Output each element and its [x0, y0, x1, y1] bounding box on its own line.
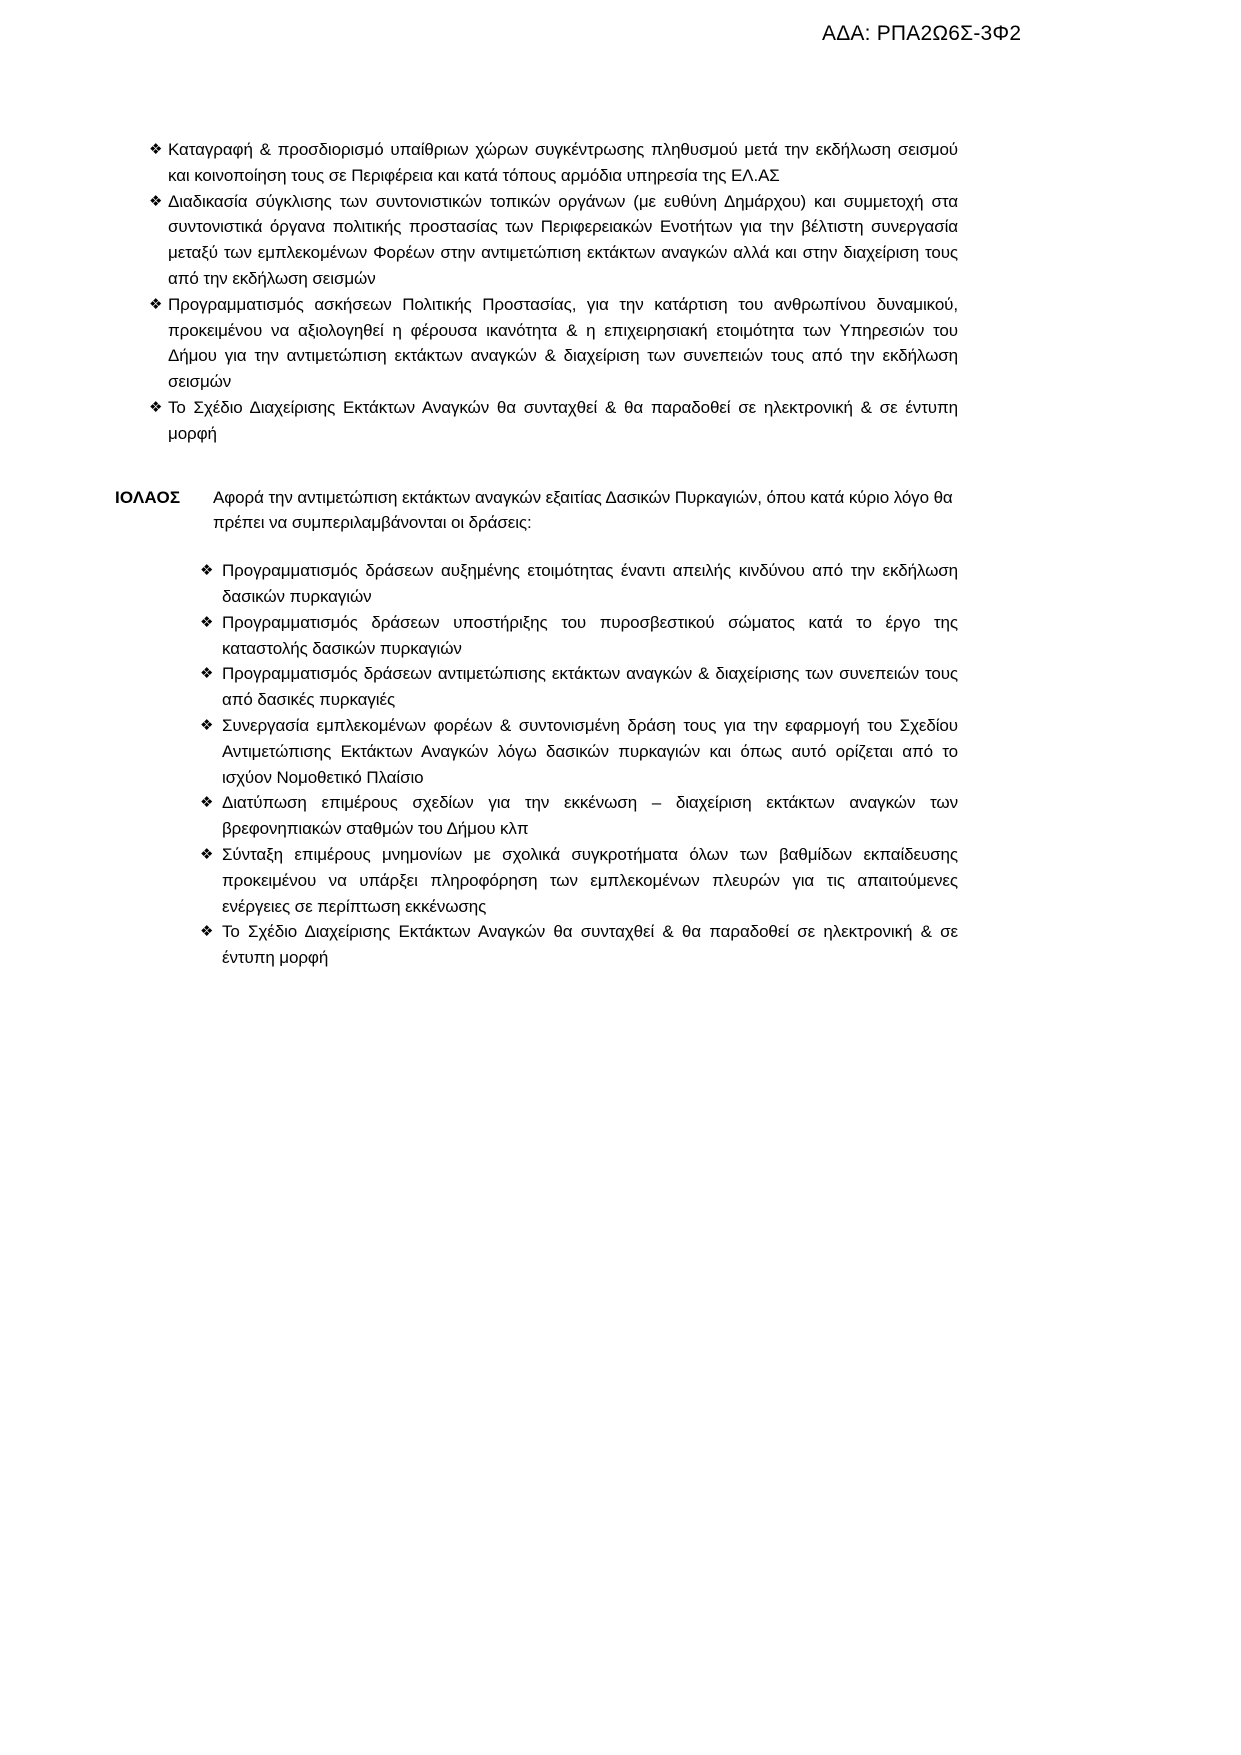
list-item-text: Συνεργασία εμπλεκομένων φορέων & συντονισμένη δράση τους για την εφαρμογή του Σχεδίου Αντιμετώπισης Εκτάκτων Αναγκών λόγω δασικών πυρκαγιών και όπως αυτό ορίζεται από το ισχύον Νομοθετικό Πλαίσιο [222, 715, 958, 787]
list-item [115, 842, 958, 919]
list-item [115, 661, 958, 713]
list-item-text: Προγραμματισμός ασκήσεων Πολιτικής Προστασίας, για την κατάρτιση του ανθρωπίνου δυναμικού, προκειμένου να αξιολογηθεί η φέρουσα ικανότητα & η επιχειρησιακή ετοιμότητα των Υπηρεσιών του Δήμου για την αντιμετώπιση εκτάκτων αναγκών & διαχείριση των συνεπειών τους από την εκδήλωση σεισμών [168, 294, 958, 392]
list-item [115, 189, 958, 292]
document-content [115, 137, 958, 971]
bullet-icon: ❖ [200, 845, 214, 863]
list-item [115, 713, 958, 790]
list-item [115, 610, 958, 662]
list-item [115, 292, 958, 395]
ada-code: ΑΔΑ: ΡΠΑ2Ω6Σ-3Φ2 [822, 22, 1022, 45]
bullet-icon: ❖ [200, 923, 214, 941]
list-item [115, 137, 958, 189]
list-item-text: Προγραμματισμός δράσεων αντιμετώπισης εκτάκτων αναγκών & διαχείρισης των συνεπειών τους από δασικές πυρκαγιές [222, 664, 958, 710]
list-item-text: Το Σχέδιο Διαχείρισης Εκτάκτων Αναγκών θα συνταχθεί & θα παραδοθεί σε ηλεκτρονική & σε έντυπη μορφή [222, 922, 958, 968]
iolaos-list [115, 558, 958, 971]
list-item-text: Προγραμματισμός δράσεων υποστήριξης του πυροσβεστικού σώματος κατά το έργο της καταστολής δασικών πυρκαγιών [222, 612, 958, 658]
list-item [115, 919, 958, 971]
list-item [115, 395, 958, 447]
list-item [115, 790, 958, 842]
iolaos-intro-text: Αφορά την αντιμετώπιση εκτάκτων αναγκών εξαιτίας Δασικών Πυρκαγιών, όπου κατά κύριο λόγο θα πρέπει να συμπεριλαμβάνονται οι δράσεις: [213, 487, 953, 533]
list-item-text: Διαδικασία σύγκλισης των συντονιστικών τοπικών οργάνων (με ευθύνη Δημάρχου) και συμμετοχή στα συντονιστικά όργανα πολιτικής προστασίας των Περιφερειακών Ενοτήτων για την βέλτιστη συνεργασία μεταξύ των εμπλεκομένων Φορέων στην αντιμετώπιση εκτάκτων αναγκών αλλά και στην διαχείριση τους από την εκδήλωση σεισμών [168, 191, 958, 288]
bullet-icon: ❖ [200, 665, 214, 683]
bullet-icon: ❖ [149, 295, 163, 313]
list-item-text: Καταγραφή & προσδιορισμό υπαίθριων χώρων συγκέντρωσης πληθυσμού μετά την εκδήλωση σεισμού και κοινοποίηση τους σε Περιφέρεια και κατά τόπους αρμόδια υπηρεσία της ΕΛ.ΑΣ [168, 140, 958, 185]
list-item-text: Το Σχέδιο Διαχείρισης Εκτάκτων Αναγκών θα συνταχθεί & θα παραδοθεί σε ηλεκτρονική & σε έντυπη μορφή [168, 397, 958, 443]
bullet-icon: ❖ [200, 613, 214, 631]
bullet-icon: ❖ [200, 562, 214, 580]
bullet-icon: ❖ [149, 192, 163, 210]
iolaos-section [115, 485, 958, 537]
bullet-icon: ❖ [149, 398, 163, 416]
bullet-icon: ❖ [200, 716, 214, 734]
bullet-icon: ❖ [200, 794, 214, 812]
bullet-icon: ❖ [149, 141, 163, 158]
list-item [115, 558, 958, 610]
list-item-text: Προγραμματισμός δράσεων αυξημένης ετοιμότητας έναντι απειλής κινδύνου από την εκδήλωση δασικών πυρκαγιών [222, 561, 958, 606]
list-item-text: Σύνταξη επιμέρους μνημονίων με σχολικά συγκροτήματα όλων των βαθμίδων εκπαίδευσης προκειμένου να υπάρξει πληροφόρηση των εμπλεκομένων πλευρών για τις απαιτούμενες ενέργειες σε περίπτωση εκκένωσης [222, 844, 958, 916]
list-item-text: Διατύπωση επιμέρους σχεδίων για την εκκένωση – διαχείριση εκτάκτων αναγκών των βρεφονηπιακών σταθμών του Δήμου κλπ [222, 793, 958, 839]
iolaos-heading: ΙΟΛΑΟΣ [115, 487, 181, 507]
